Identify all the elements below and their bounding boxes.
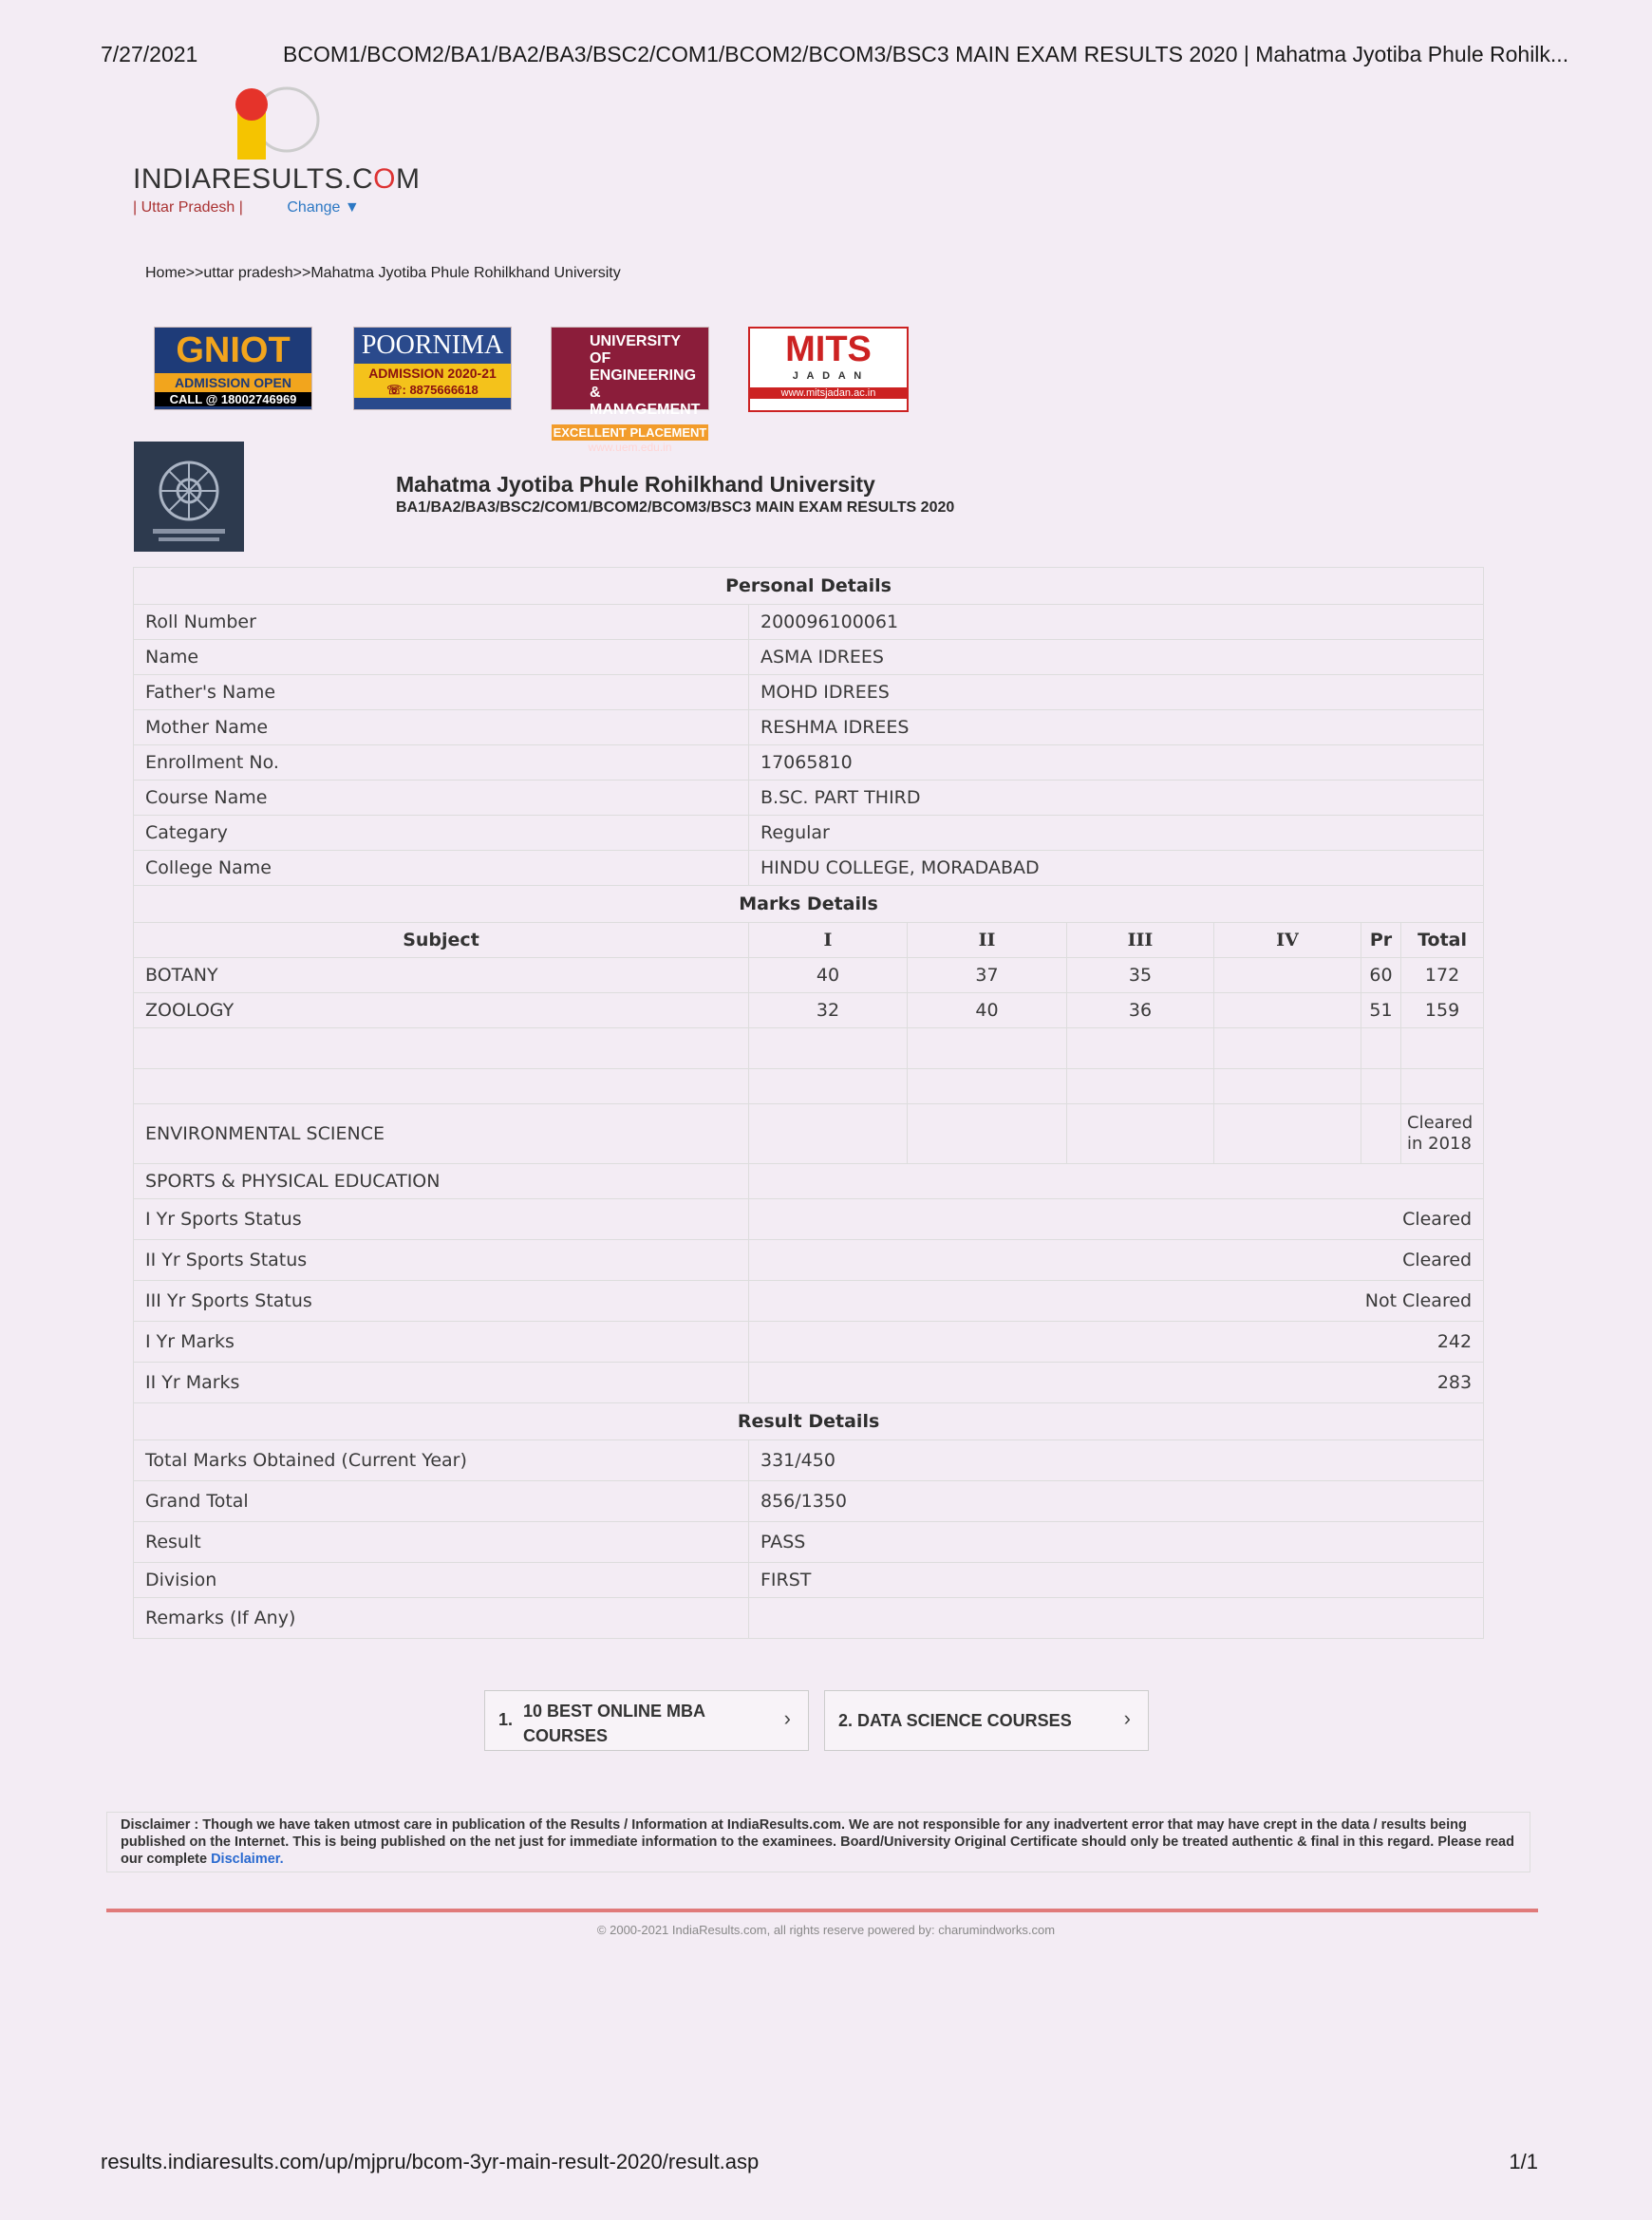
table-row — [134, 816, 1484, 851]
row-label: Enrollment No. — [134, 745, 749, 781]
mark-cell: 40 — [908, 993, 1067, 1028]
col-paper-2: II — [908, 923, 1067, 958]
mother-name-value: RESHMA IDREES — [749, 710, 1484, 745]
table-row — [134, 1522, 1484, 1563]
year-marks-value: 242 — [749, 1322, 1484, 1363]
division-value: FIRST — [749, 1563, 1484, 1598]
table-row — [134, 710, 1484, 745]
mark-cell: 37 — [908, 958, 1067, 993]
disclaimer-link[interactable]: Disclaimer. — [211, 1852, 284, 1867]
row-label: Roll Number — [134, 605, 749, 640]
sports-section-label: SPORTS & PHYSICAL EDUCATION — [134, 1164, 749, 1199]
row-label: III Yr Sports Status — [134, 1281, 749, 1322]
ad-mits[interactable]: MITS J A D A N www.mitsjadan.ac.in — [748, 327, 909, 412]
name-value: ASMA IDREES — [749, 640, 1484, 675]
print-date: 7/27/2021 — [101, 42, 198, 66]
table-row — [134, 1598, 1484, 1639]
grand-total-value: 856/1350 — [749, 1481, 1484, 1522]
row-label: Mother Name — [134, 710, 749, 745]
result-table — [133, 567, 1484, 1639]
empty-row — [134, 1069, 1484, 1104]
table-row — [134, 1563, 1484, 1598]
chevron-right-icon: › — [783, 1706, 791, 1730]
college-value: HINDU COLLEGE, MORADABAD — [749, 851, 1484, 886]
father-name-value: MOHD IDREES — [749, 675, 1484, 710]
site-logo[interactable] — [133, 84, 421, 226]
marks-header-row — [134, 923, 1484, 958]
enrollment-value: 17065810 — [749, 745, 1484, 781]
row-label: II Yr Sports Status — [134, 1240, 749, 1281]
table-row — [134, 1164, 1484, 1199]
print-url: results.indiaresults.com/up/mjpru/bcom-3yr-main-result-2020/result.asp — [101, 2150, 760, 2173]
row-label: I Yr Sports Status — [134, 1199, 749, 1240]
table-row — [134, 1440, 1484, 1481]
print-page-number: 1/1 — [1509, 2150, 1538, 2173]
table-row — [134, 640, 1484, 675]
indiaresults-logo-icon — [228, 84, 318, 169]
row-label: Result — [134, 1522, 749, 1563]
mark-cell: 36 — [1067, 993, 1214, 1028]
roll-number-value: 200096100061 — [749, 605, 1484, 640]
mark-cell: 60 — [1361, 958, 1401, 993]
table-row — [134, 1322, 1484, 1363]
sports-status-value: Not Cleared — [749, 1281, 1484, 1322]
university-emblem-icon — [134, 442, 244, 552]
col-paper-1: I — [749, 923, 908, 958]
copyright: © 2000-2021 IndiaResults.com, all rights reserve powered by: charumindworks.com — [596, 1923, 1056, 1937]
row-label: Division — [134, 1563, 749, 1598]
row-label: Categary — [134, 816, 749, 851]
university-title: Mahatma Jyotiba Phule Rohilkhand University — [396, 472, 875, 497]
table-row — [134, 1481, 1484, 1522]
chevron-right-icon: › — [1123, 1706, 1131, 1730]
row-label: II Yr Marks — [134, 1363, 749, 1403]
mark-cell — [1214, 958, 1361, 993]
sports-status-value: Cleared — [749, 1199, 1484, 1240]
personal-details-heading: Personal Details — [134, 568, 1484, 605]
mark-cell: 32 — [749, 993, 908, 1028]
total-marks-value: 331/450 — [749, 1440, 1484, 1481]
total-cell: 159 — [1401, 993, 1484, 1028]
col-subject: Subject — [134, 923, 749, 958]
related-link-mba[interactable]: 1. 10 BEST ONLINE MBA COURSES › — [484, 1690, 809, 1751]
table-row — [134, 1240, 1484, 1281]
table-row — [134, 745, 1484, 781]
remarks-value — [749, 1598, 1484, 1639]
table-row — [134, 605, 1484, 640]
change-state-link[interactable]: Change ▼ — [287, 199, 360, 216]
col-practical: Pr — [1361, 923, 1401, 958]
env-science-status: Cleared in 2018 — [1401, 1104, 1484, 1164]
marks-details-heading: Marks Details — [134, 886, 1484, 923]
sports-status-value: Cleared — [749, 1240, 1484, 1281]
ad-poornima[interactable]: POORNIMA ADMISSION 2020-21 ☏: 8875666618 — [353, 327, 512, 410]
subject-name: BOTANY — [134, 958, 749, 993]
table-row — [134, 675, 1484, 710]
table-row — [134, 1199, 1484, 1240]
course-value: B.SC. PART THIRD — [749, 781, 1484, 816]
table-row — [134, 1363, 1484, 1403]
total-cell: 172 — [1401, 958, 1484, 993]
state-selector — [133, 199, 360, 216]
row-label: Father's Name — [134, 675, 749, 710]
table-row — [134, 1281, 1484, 1322]
mark-cell — [1214, 993, 1361, 1028]
footer-divider — [106, 1909, 1538, 1912]
breadcrumb[interactable]: Home>>uttar pradesh>>Mahatma Jyotiba Phule Rohilkhand University — [145, 265, 621, 281]
mark-cell: 35 — [1067, 958, 1214, 993]
ad-uem[interactable]: UNIVERSITY OF ENGINEERING & MANAGEMENT EXCELLENT PLACEMENT www.uem.edu.in — [551, 327, 709, 410]
category-value: Regular — [749, 816, 1484, 851]
env-science-label: ENVIRONMENTAL SCIENCE — [134, 1104, 749, 1164]
row-label: Course Name — [134, 781, 749, 816]
row-label: Remarks (If Any) — [134, 1598, 749, 1639]
table-row — [134, 781, 1484, 816]
mark-cell: 40 — [749, 958, 908, 993]
row-label: Total Marks Obtained (Current Year) — [134, 1440, 749, 1481]
related-link-data-science[interactable]: 2. DATA SCIENCE COURSES › — [824, 1690, 1149, 1751]
row-label: College Name — [134, 851, 749, 886]
print-footer — [101, 2150, 1538, 2174]
col-total: Total — [1401, 923, 1484, 958]
row-label: I Yr Marks — [134, 1322, 749, 1363]
result-value: PASS — [749, 1522, 1484, 1563]
row-label: Name — [134, 640, 749, 675]
year-marks-value: 283 — [749, 1363, 1484, 1403]
mark-cell: 51 — [1361, 993, 1401, 1028]
disclaimer: Disclaimer : Though we have taken utmost care in publication of the Results / Information at IndiaResults.com. We are not responsible for any inadvertent error that may have crept in the data / results being published on the Internet. This is being published on the net just for immediate information to the examinees. Board/University Original Certificate should only be treated authentic & final in this regard. Please read our complete Disclaimer. — [106, 1812, 1530, 1872]
print-document-title: BCOM1/BCOM2/BA1/BA2/BA3/BSC2/COM1/BCOM2/BCOM3/BSC3 MAIN EXAM RESULTS 2020 | Mahatma Jyotiba Phule Rohilk... — [283, 42, 1569, 66]
col-paper-3: III — [1067, 923, 1214, 958]
exam-title: BA1/BA2/BA3/BSC2/COM1/BCOM2/BCOM3/BSC3 MAIN EXAM RESULTS 2020 — [396, 499, 955, 516]
subject-name: ZOOLOGY — [134, 993, 749, 1028]
row-label: Grand Total — [134, 1481, 749, 1522]
table-row — [134, 1104, 1484, 1164]
empty-row — [134, 1028, 1484, 1069]
table-row — [134, 993, 1484, 1028]
result-details-heading: Result Details — [134, 1403, 1484, 1440]
table-row — [134, 958, 1484, 993]
site-logo-text: INDIARESULTS.COM — [133, 163, 421, 195]
state-label: | Uttar Pradesh | — [133, 199, 243, 216]
ad-gniot[interactable]: GNIOT ADMISSION OPEN CALL @ 18002746969 — [154, 327, 312, 410]
table-row — [134, 851, 1484, 886]
col-paper-4: IV — [1214, 923, 1361, 958]
